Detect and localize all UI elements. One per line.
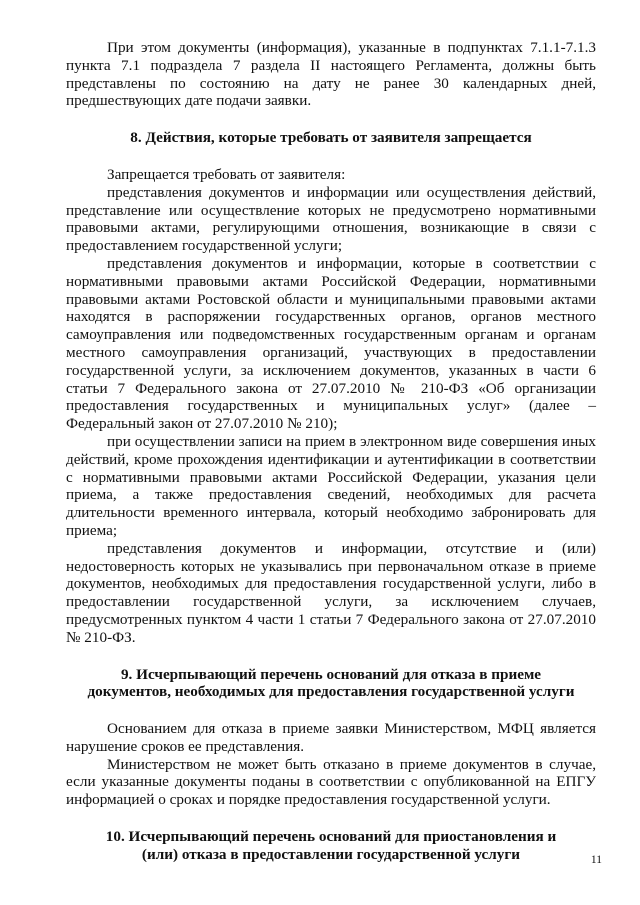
section-9-heading	[66, 666, 596, 702]
paragraph-prohibited-item-3: при осуществлении записи на прием в электронном виде совершения иных действий, кроме прохождения идентификации и аутентификации в соответствии с нормативными правовыми актами Российской Федерации, указания цели приема, а также предоставления сведений, необходимых для расчета длительности временного интервала, который необходимо забронировать для приема;	[66, 432, 596, 539]
section-9-heading-line-2: документов, необходимых для предоставления государственной услуги	[87, 683, 575, 701]
section-9-heading-line-1: 9. Исчерпывающий перечень оснований для отказа в приеме	[120, 665, 542, 683]
paragraph-refusal-grounds: Основанием для отказа в приеме заявки Министерством, МФЦ является нарушение сроков ее представления.	[66, 720, 596, 755]
paragraph-prohibited-intro: Запрещается требовать от заявителя:	[107, 165, 346, 183]
paragraph-prohibited-item-4: представления документов и информации, отсутствие и (или) недостоверность которых не указывались при первоначальном отказе в приеме документов, необходимых для предоставления государственной услуги, либо в предоставлении государственной услуги, за исключением случаев, предусмотренных пунктом 4 части 1 статьи 7 Федерального закона от 27.07.2010 № 210-ФЗ.	[66, 539, 596, 646]
paragraph-refusal-exception: Министерством не может быть отказано в приеме документов в случае, если указанные документы поданы в соответствии с опубликованной на ЕПГУ информацией о сроках и порядке предоставления государственной услуги.	[66, 755, 596, 809]
paragraph-prohibited-item-2: представления документов и информации, которые в соответствии с нормативными правовыми актами Российской Федерации, нормативными правовыми актами Ростовской области и муниципальными правовыми актами находятся в распоряжении государственных органов, органов местного самоуправления или подведомственных государственным органам и органам местного самоуправления организаций, участвующих в предоставлении государственной услуги, за исключением документов, указанных в части 6 статьи 7 Федерального закона от 27.07.2010 № 210-ФЗ «Об организации предоставления государственных и муниципальных услуг» (далее – Федеральный закон от 27.07.2010 № 210);	[66, 254, 596, 433]
paragraph-documents-validity: При этом документы (информация), указанные в подпунктах 7.1.1-7.1.3 пункта 7.1 подраздела 7 раздела II настоящего Регламента, должны быть представлены по состоянию на дату не ранее 30 календарных дней, предшествующих дате подачи заявки.	[66, 39, 596, 110]
section-10-heading-line-2: (или) отказа в предоставлении государственной услуги	[141, 845, 521, 863]
section-10-heading-line-1: 10. Исчерпывающий перечень оснований для приостановления и	[105, 828, 557, 846]
section-10-heading	[66, 828, 596, 864]
section-8-heading: 8. Действия, которые требовать от заявителя запрещается	[130, 129, 532, 147]
paragraph-prohibited-item-1: представления документов и информации или осуществления действий, представление или осуществление которых не предусмотрено нормативными правовыми актами, регулирующими отношения, возникающие в связи с предоставлением государственной услуги;	[66, 183, 596, 255]
page-number: 11	[590, 854, 602, 866]
page-content	[66, 39, 596, 864]
